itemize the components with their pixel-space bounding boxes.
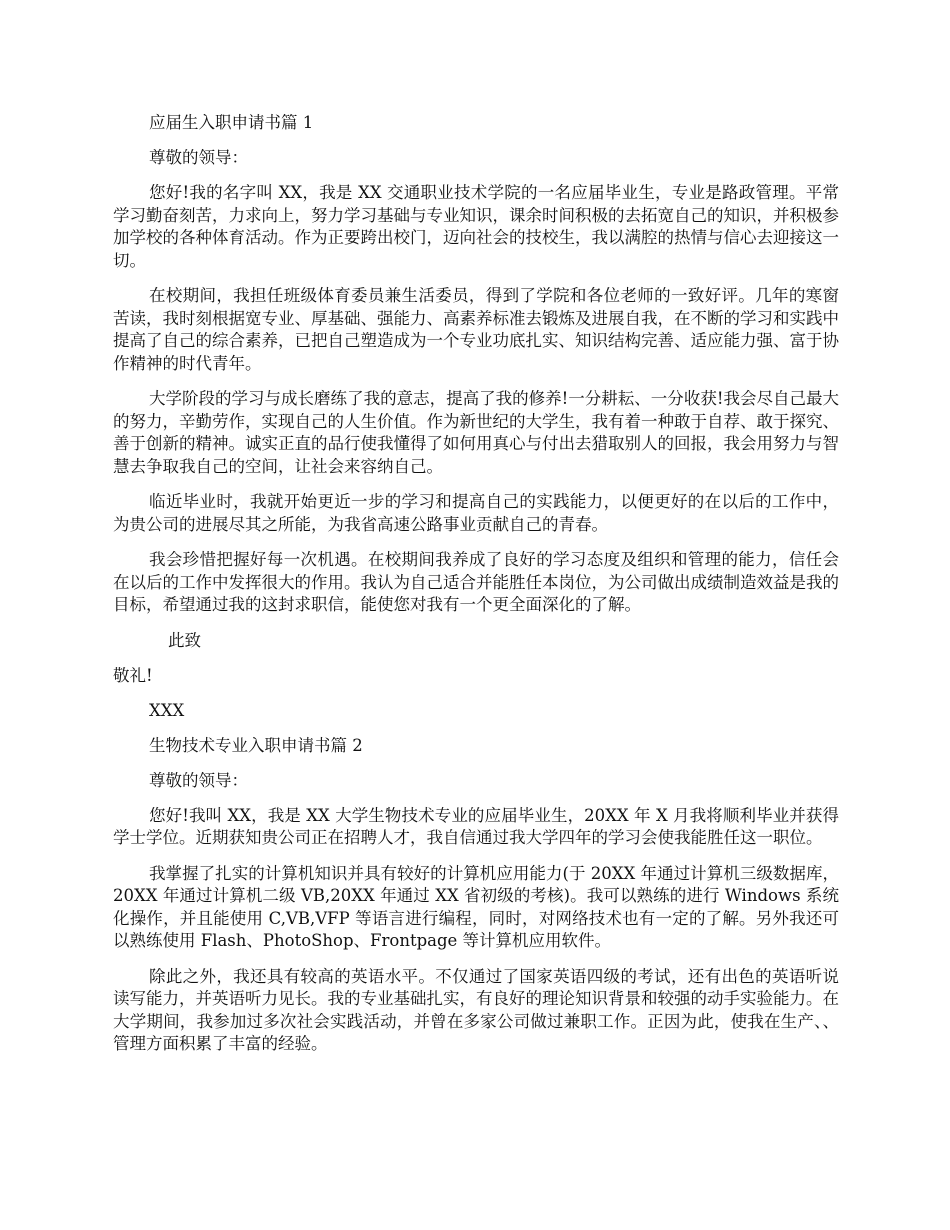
paragraph-6: 您好!我叫 XX，我是 XX 大学生物技术专业的应届毕业生，20XX 年 X 月我将顺利毕业并获得学士学位。近期获知贵公司正在招聘人才，我自信通过我大学四年的学习会使我能胜任这一职位。 xyxy=(113,805,839,847)
paragraph-8: 除此之外，我还具有较高的英语水平。不仅通过了国家英语四级的考试，还有出色的英语听说读写能力，并英语听力见长。我的专业基础扎实，有良好的理论知识背景和较强的动手实验能力。在大学期间，我参加过多次社会实践活动，并曾在多家公司做过兼职工作。正因为此，使我在生产、、管理方面积累了丰富的经验。 xyxy=(113,966,839,1053)
closing-1: 此致 xyxy=(168,630,201,650)
paragraph-3: 大学阶段的学习与成长磨练了我的意志，提高了我的修养!一分耕耘、一分收获!我会尽自己最大的努力，辛勤劳作，实现自己的人生价值。作为新世纪的大学生，我有着一种敢于自荐、敢于探究、善于创新的精神。诚实正直的品行使我懂得了如何用真心与付出去猎取别人的回报，我会用努力与智慧去争取我自己的空间，让社会来容纳自己。 xyxy=(113,389,839,476)
paragraph-7: 我掌握了扎实的计算机知识并具有较好的计算机应用能力(于 20XX 年通过计算机三级数据库，20XX 年通过计算机二级 VB,20XX 年通过 XX 省初级的考核)。我可以熟练的进行 Windows 系统化操作，并且能使用 C,VB,VFP 等语言进行编程，同时，对网络技术也有一定的了解。另外我还可以熟练使用 Flash、PhotoShop、Frontpage 等计算机应用软件。 xyxy=(113,863,839,950)
paragraph-5: 我会珍惜把握好每一次机遇。在校期间我养成了良好的学习态度及组织和管理的能力，信任会在以后的工作中发挥很大的作用。我认为自己适合并能胜任本岗位，为公司做出成绩制造效益是我的目标，希望通过我的这封求职信，能使您对我有一个更全面深化的了解。 xyxy=(113,550,839,614)
paragraph-2: 在校期间，我担任班级体育委员兼生活委员，得到了学院和各位老师的一致好评。几年的寒窗苦读，我时刻根据宽专业、厚基础、强能力、高素养标准去锻炼及进展自我，在不断的学习和实践中提高了自己的综合素养，已把自己塑造成为一个专业功底扎实、知识结构完善、适应能力强、富于协作精神的时代青年。 xyxy=(113,286,839,373)
letter-title-2: 生物技术专业入职申请书篇 2 xyxy=(149,735,363,755)
paragraph-4: 临近毕业时，我就开始更近一步的学习和提高自己的实践能力，以便更好的在以后的工作中，为贵公司的进展尽其之所能，为我省高速公路事业贡献自己的青春。 xyxy=(113,492,839,534)
signature-1: XXX xyxy=(149,700,185,720)
document-page xyxy=(113,112,839,1056)
paragraph-1: 您好!我的名字叫 XX，我是 XX 交通职业技术学院的一名应届毕业生，专业是路政管理。平常学习勤奋刻苦，力求向上，努力学习基础与专业知识，课余时间积极的去拓宽自己的知识，并积极参加学校的各种体育活动。作为正要跨出校门，迈向社会的技校生，我以满腔的热情与信心去迎接这一切。 xyxy=(113,183,839,270)
salutation-1: 敬礼! xyxy=(113,665,153,685)
greeting-1: 尊敬的领导： xyxy=(149,148,248,167)
greeting-2: 尊敬的领导： xyxy=(149,770,248,790)
letter-title-1: 应届生入职申请书篇 1 xyxy=(149,113,314,132)
